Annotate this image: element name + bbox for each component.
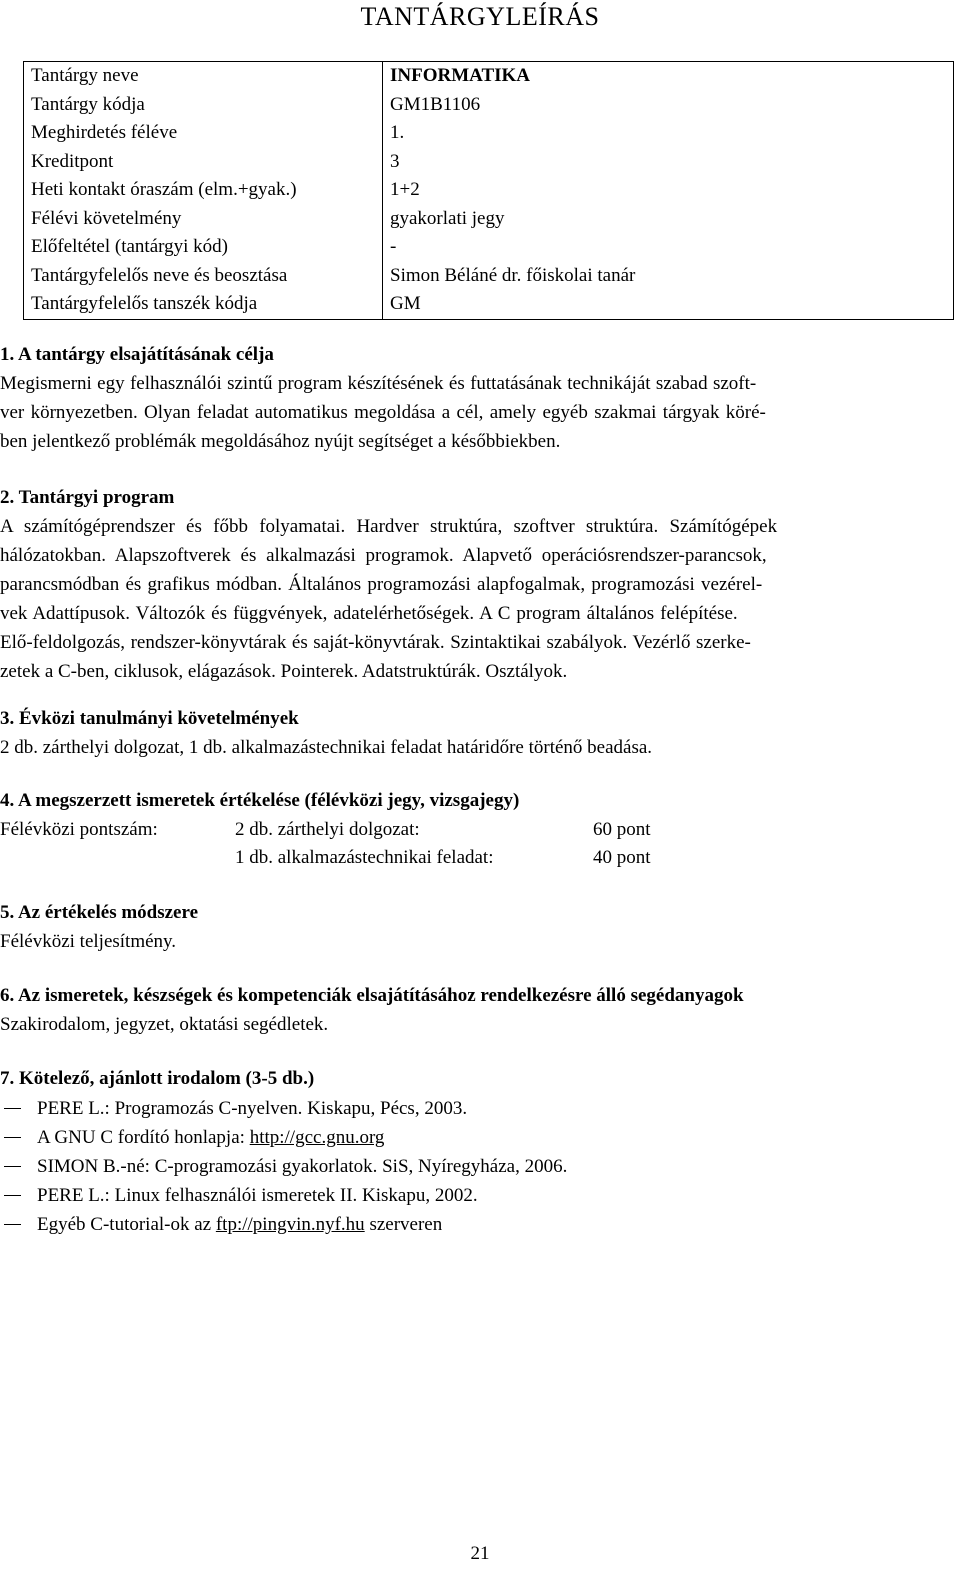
section-heading: 5. Az értékelés módszere <box>0 902 199 923</box>
info-label: Tantárgy neve <box>24 62 383 91</box>
reference-text: SIMON B.-né: C-programozási gyakorlatok. SiS, Nyíregyháza, 2006. <box>37 1156 568 1177</box>
section-heading: 2. Tantárgyi program <box>0 487 175 508</box>
section-method <box>0 898 952 956</box>
info-value: - <box>383 233 954 262</box>
info-label: Tantárgyfelelős tanszék kódja <box>24 290 383 319</box>
text-line: ben jelentkező problémák megoldásához nyújt segítséget a későbbiekben. <box>0 431 561 452</box>
section-materials <box>0 981 952 1039</box>
dash-bullet <box>4 1195 21 1196</box>
table-row <box>24 233 954 262</box>
reference-text-suffix: szerveren <box>364 1214 443 1235</box>
table-row <box>24 176 954 205</box>
info-label: Tantárgy kódja <box>24 91 383 120</box>
info-value: GM <box>383 290 954 319</box>
info-label: Félévi követelmény <box>24 205 383 234</box>
info-value: Simon Béláné dr. főiskolai tanár <box>383 262 954 291</box>
text-line: Megismerni egy felhasználói szintű program készítésének és futtatásának technikáját szabad szoft- <box>0 373 757 394</box>
course-info-table <box>23 61 954 320</box>
score-points: 40 pont <box>593 847 651 868</box>
table-row <box>24 62 954 91</box>
score-item: 2 db. zárthelyi dolgozat: <box>235 819 420 840</box>
section-body: Félévközi teljesítmény. <box>0 931 177 952</box>
dash-bullet <box>4 1137 21 1138</box>
text-line: vek Adattípusok. Változók és függvények, adatelérhetőségek. A C program általános felépítése. <box>0 603 738 624</box>
text-line: parancsmódban és grafikus módban. Általános programozási alapfogalmak, programozási vezérel- <box>0 574 763 595</box>
score-row <box>0 844 952 872</box>
reference-text: PERE L.: Programozás C-nyelven. Kiskapu, Pécs, 2003. <box>37 1098 468 1119</box>
score-label: Félévközi pontszám: <box>0 819 158 840</box>
table-row <box>24 91 954 120</box>
section-evaluation <box>0 786 952 815</box>
gcc-link[interactable]: http://gcc.gnu.org <box>249 1127 385 1148</box>
section-body <box>0 369 952 456</box>
list-item <box>0 1094 567 1123</box>
dash-bullet <box>4 1224 21 1225</box>
score-points: 60 pont <box>593 819 651 840</box>
section-heading: 3. Évközi tanulmányi követelmények <box>0 708 299 729</box>
section-program <box>0 483 952 686</box>
text-line: Elő-feldolgozás, rendszer-könyvtárak és saját-könyvtárak. Szintaktikai szabályok. Vezérlő szerke- <box>0 632 751 653</box>
section-body: Szakirodalom, jegyzet, oktatási segédletek. <box>0 1014 329 1035</box>
text-line: A számítógéprendszer és főbb folyamatai. Hardver struktúra, szoftver struktúra. Számítógépek <box>0 516 778 537</box>
list-item <box>0 1181 567 1210</box>
ftp-link[interactable]: ftp://pingvin.nyf.hu <box>215 1214 365 1235</box>
info-label: Előfeltétel (tantárgyi kód) <box>24 233 383 262</box>
info-value: GM1B1106 <box>383 91 954 120</box>
list-item <box>0 1210 567 1239</box>
info-value: 3 <box>383 148 954 177</box>
info-label: Heti kontakt óraszám (elm.+gyak.) <box>24 176 383 205</box>
text-line: hálózatokban. Alapszoftverek és alkalmazási programok. Alapvető operációsrendszer-parancsok, <box>0 545 767 566</box>
reference-text: Egyéb C-tutorial-ok az <box>37 1214 216 1235</box>
dash-bullet <box>4 1166 21 1167</box>
reference-text: PERE L.: Linux felhasználói ismeretek II. Kiskapu, 2002. <box>37 1185 478 1206</box>
page-number: 21 <box>470 1543 490 1564</box>
table-row <box>24 119 954 148</box>
section-heading: 6. Az ismeretek, készségek és kompetenciák elsajátításához rendelkezésre álló segédanyagok <box>0 985 744 1006</box>
section-body <box>0 512 952 686</box>
info-value: gyakorlati jegy <box>383 205 954 234</box>
section-heading: 7. Kötelező, ajánlott irodalom (3-5 db.) <box>0 1068 315 1089</box>
table-row <box>24 262 954 291</box>
list-item <box>0 1152 567 1181</box>
score-item: 1 db. alkalmazástechnikai feladat: <box>235 847 494 868</box>
info-value: INFORMATIKA <box>383 62 954 91</box>
reference-text: A GNU C fordító honlapja: <box>37 1127 250 1148</box>
info-value: 1+2 <box>383 176 954 205</box>
literature-list <box>0 1094 567 1239</box>
table-row <box>24 148 954 177</box>
section-requirements <box>0 704 952 762</box>
score-row <box>0 816 952 844</box>
section-aim <box>0 340 952 456</box>
score-breakdown <box>0 816 952 872</box>
section-heading: 4. A megszerzett ismeretek értékelése (félévközi jegy, vizsgajegy) <box>0 790 520 811</box>
info-label: Kreditpont <box>24 148 383 177</box>
section-literature <box>0 1064 952 1093</box>
text-line: zetek a C-ben, ciklusok, elágazások. Pointerek. Adatstruktúrák. Osztályok. <box>0 661 568 682</box>
section-body: 2 db. zárthelyi dolgozat, 1 db. alkalmazástechnikai feladat határidőre történő beadása. <box>0 737 653 758</box>
info-label: Tantárgyfelelős neve és beosztása <box>24 262 383 291</box>
text-line: ver környezetben. Olyan feladat automatikus megoldása a cél, amely egyéb szakmai tárgyak köré- <box>0 402 766 423</box>
page-title: TANTÁRGYLEÍRÁS <box>360 2 600 31</box>
list-item <box>0 1123 567 1152</box>
info-label: Meghirdetés féléve <box>24 119 383 148</box>
table-row <box>24 290 954 319</box>
section-heading: 1. A tantárgy elsajátításának célja <box>0 344 274 365</box>
info-value: 1. <box>383 119 954 148</box>
table-row <box>24 205 954 234</box>
dash-bullet <box>4 1108 21 1109</box>
